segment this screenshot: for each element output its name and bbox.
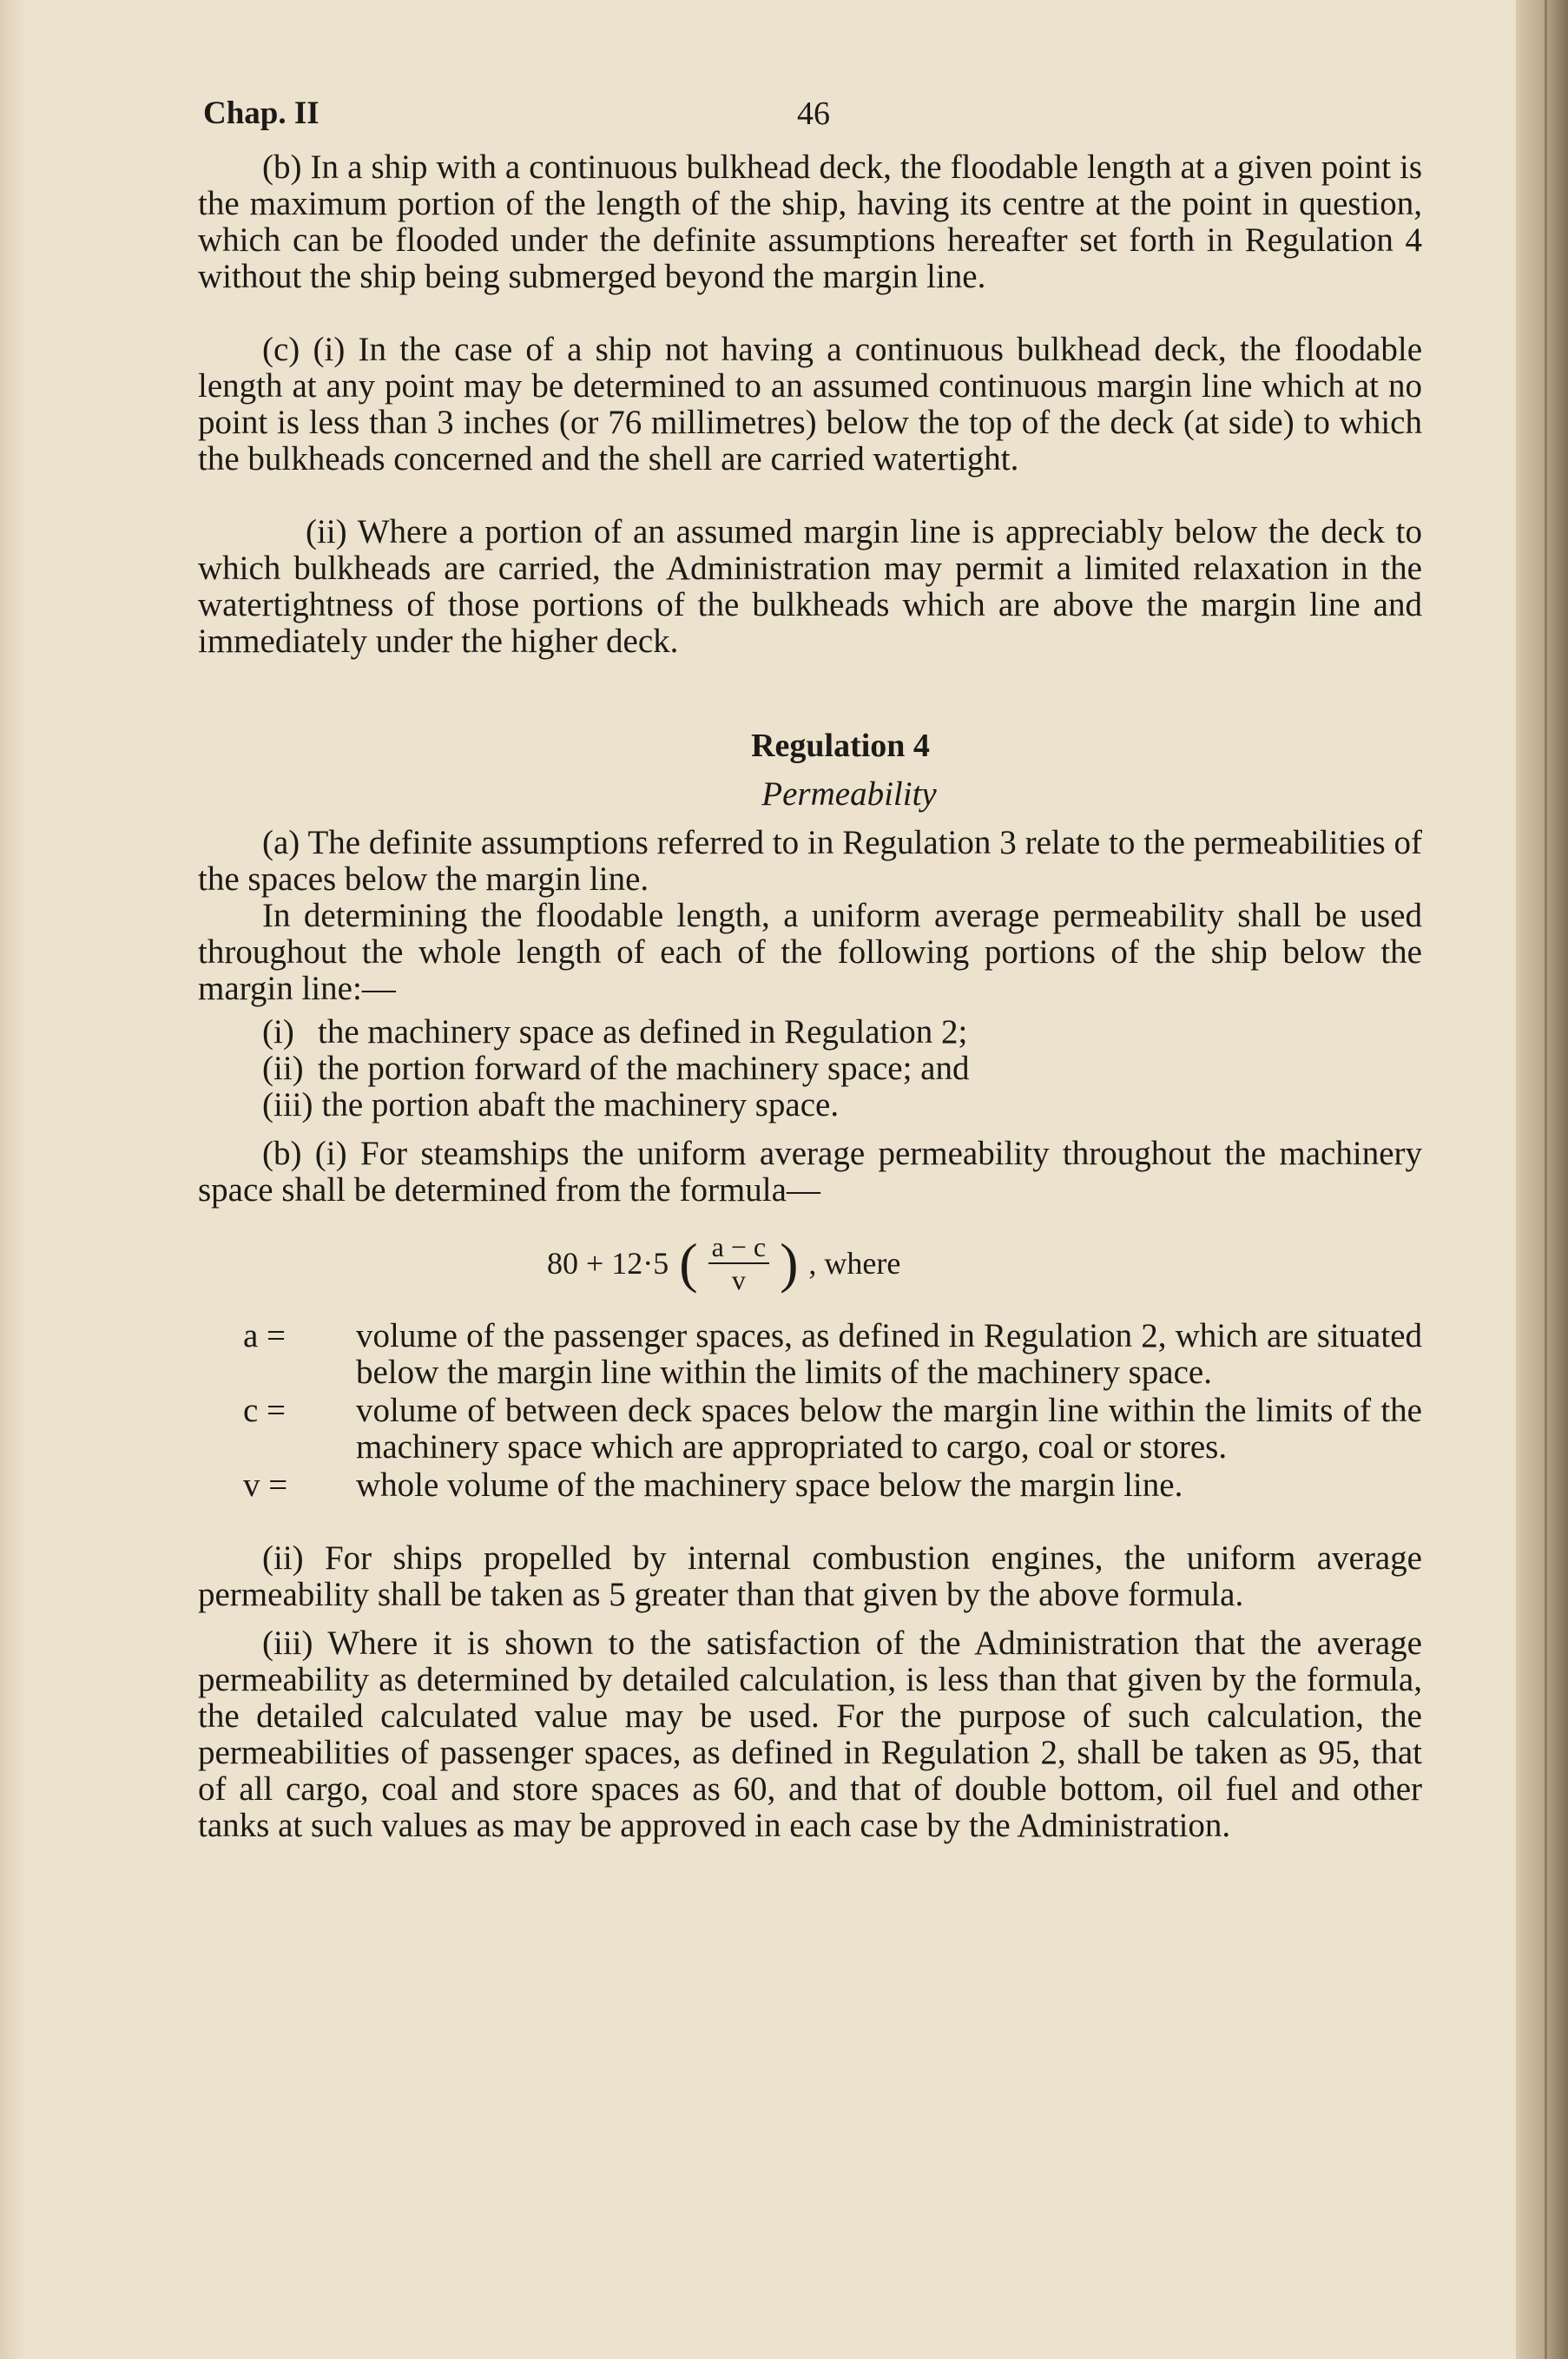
paragraph-a-intro: (a) The definite assumptions referred to in Regulation 3 relate to the permeabilities of the spaces below the margin line. [198, 824, 1422, 898]
paragraph-a-determining: In determining the floodable length, a uniform average permeability shall be used throughout the whole length of each of the following portions of the ship below the margin line:— [198, 897, 1422, 1007]
list-marker: (ii) [262, 1050, 304, 1087]
regulation-subheading: Permeability [761, 775, 937, 813]
paragraph-c-i: (c) (i) In the case of a ship not having a continuous bulkhead deck, the floodable length at any point may be determined to an assumed continuous margin line which at no point is less than 3 inches (or 76 millimetres) below the top of the deck (at side) to which the bulkheads concerned and the shell are carried watertight. [198, 331, 1422, 478]
definition-term: v = [243, 1466, 288, 1504]
portions-list [198, 1014, 1422, 1123]
list-item-text: the portion forward of the machinery space; and [318, 1050, 970, 1087]
formula-numerator: a − c [708, 1233, 769, 1264]
page-content [198, 96, 1422, 1844]
list-item-text: the portion abaft the machinery space. [321, 1086, 840, 1123]
formula-definitions [198, 1318, 1422, 1504]
definition-term: c = [243, 1392, 287, 1429]
definition-text: whole volume of the machinery space below the margin line. [356, 1466, 1183, 1504]
list-item-text: the machinery space as defined in Regulation 2; [318, 1013, 968, 1051]
definition-a [243, 1318, 1422, 1391]
definition-v [243, 1467, 1422, 1504]
definition-text: volume of between deck spaces below the margin line within the limits of the machinery space which are appropriated to cargo, coal or stores. [356, 1392, 1422, 1466]
list-marker: (iii) [262, 1086, 313, 1123]
formula-tail: , where [808, 1246, 901, 1281]
formula-lead: 80 + 12·5 [547, 1246, 669, 1281]
paragraph-b-continuous-bulkhead: (b) In a ship with a continuous bulkhead deck, the floodable length at a given point is the maximum portion of the length of the ship, having its centre at the point in question, which can be flooded under the definite assumptions hereafter set forth in Regulation 4 without the ship being submerged beyond the margin line. [198, 148, 1422, 295]
list-marker: (i) [262, 1013, 294, 1051]
running-header [198, 96, 1422, 142]
page-right-binding-shadow [1516, 0, 1568, 2359]
definition-term: a = [243, 1317, 287, 1354]
formula-denominator: v [731, 1264, 746, 1295]
paragraph-b-ii: (ii) For ships propelled by internal combustion engines, the uniform average permeability shall be taken as 5 greater than that given by the above formula. [198, 1539, 1422, 1613]
list-item [262, 1051, 1422, 1087]
formula-left-paren: ( [679, 1232, 698, 1294]
definition-text: volume of the passenger spaces, as defined in Regulation 2, which are situated below the margin line within the limits of the machinery space. [356, 1317, 1422, 1391]
page-left-shading [0, 0, 26, 2359]
paragraph-c-ii: (ii) Where a portion of an assumed margin line is appreciably below the deck to which bulkheads are carried, the Administration may permit a limited relaxation in the watertightness of those portions of the bulkheads which are above the margin line and immediately under the higher deck. [198, 513, 1422, 660]
paragraph-b-i: (b) (i) For steamships the uniform average permeability throughout the machinery space shall be determined from the formula— [198, 1135, 1422, 1209]
formula-right-paren: ) [780, 1232, 799, 1294]
formula-fraction [708, 1233, 769, 1294]
definition-c [243, 1393, 1422, 1466]
chapter-label: Chap. II [203, 96, 320, 131]
regulation-heading: Regulation 4 [751, 728, 930, 764]
page-edge [1545, 0, 1547, 2359]
page-number: 46 [797, 96, 830, 132]
paragraph-b-iii: (iii) Where it is shown to the satisfaction of the Administration that the average permeability as determined by detailed calculation, is less than that given by the formula, the detailed calculated value may be used. For the purpose of such calculation, the permeabilities of passenger spaces, as defined in Regulation 2, shall be taken as 95, that of all cargo, coal and store spaces as 60, and that of double bottom, oil fuel and other tanks at such values as may be approved in each case by the Administration. [198, 1624, 1422, 1844]
permeability-formula [547, 1233, 1422, 1294]
list-item [262, 1014, 1422, 1051]
list-item [262, 1087, 1422, 1123]
